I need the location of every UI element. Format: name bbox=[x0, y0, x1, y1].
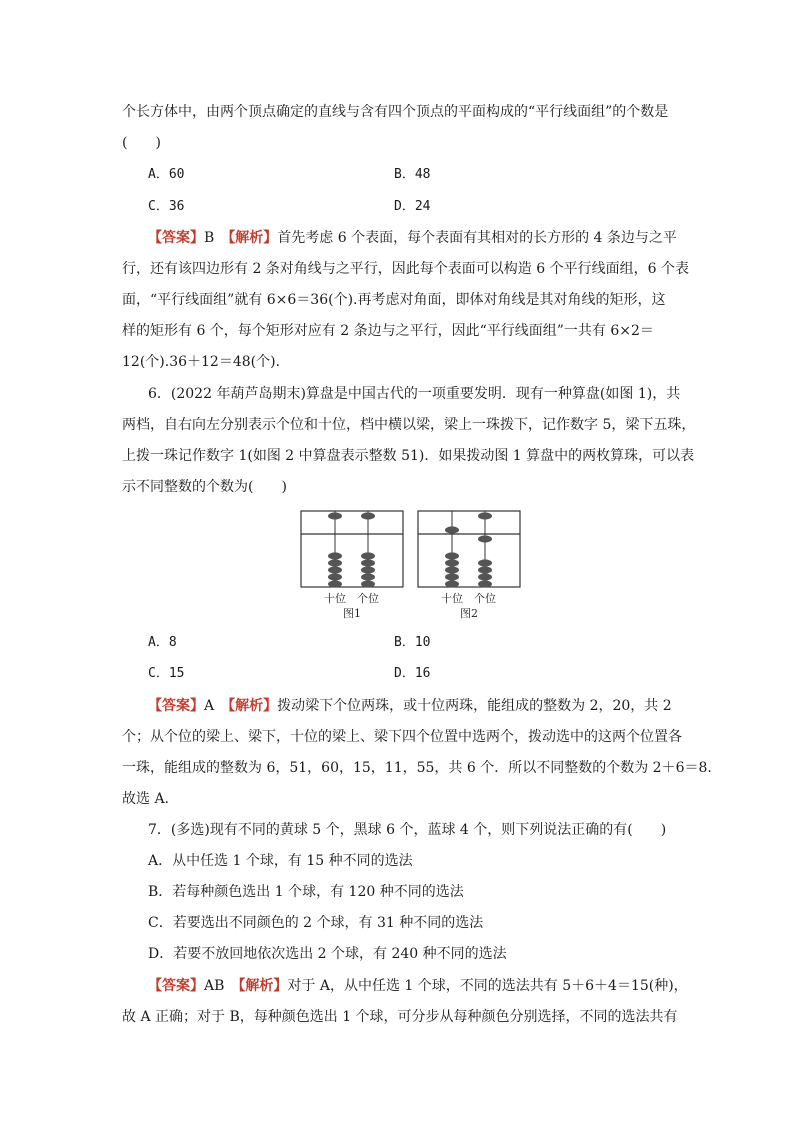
q7-option-b: B．若每种颜色选出 1 个球，有 120 种不同的选法 bbox=[148, 884, 464, 900]
q6-option-c: C．15 bbox=[148, 666, 185, 681]
fig1-caption: 图1 bbox=[343, 607, 361, 620]
q5-analysis-line3: 面，“平行线面组”就有 6×6＝36(个).再考虑对角面，即体对角线是其对角线的矩形，这 bbox=[122, 292, 666, 308]
analysis-tag: 【解析】 bbox=[228, 698, 278, 714]
abacus-figure-2 bbox=[417, 510, 521, 588]
q6-analysis-line1 bbox=[148, 696, 672, 716]
q6-stem-line2: 两档，自右向左分别表示个位和十位，档中横以梁，梁上一珠拨下，记作数字 5，梁下五珠， bbox=[122, 417, 696, 433]
answer-value: A bbox=[204, 698, 215, 714]
q6-analysis-line3: 一珠，能组成的整数为 6，51，60，15，11，55，共 6 个．所以不同整数的个数为 2＋6＝8. bbox=[122, 760, 712, 776]
fig1-label-tens: 十位 bbox=[324, 592, 346, 605]
q5-analysis-line4: 样的矩形有 6 个，每个矩形对应有 2 条边与之平行，因此“平行线面组”一共有 6×2＝ bbox=[122, 323, 654, 339]
analysis-tag: 【解析】 bbox=[228, 230, 278, 246]
analysis-tag: 【解析】 bbox=[238, 978, 288, 994]
q7-analysis-line1 bbox=[148, 976, 688, 996]
fig2-label-ones: 个位 bbox=[474, 592, 496, 605]
q6-analysis-line4: 故选 A. bbox=[122, 791, 170, 807]
q5-option-d: D．24 bbox=[394, 199, 431, 214]
q5-analysis-line5: 12(个).36＋12＝48(个). bbox=[122, 354, 281, 370]
answer-value: AB bbox=[204, 978, 225, 994]
answer-tag: 【答案】 bbox=[148, 978, 204, 994]
q5-analysis-line1 bbox=[148, 228, 677, 248]
q5-analysis-line2: 行，还有该四边形有 2 条对角线与之平行，因此每个表面可以构造 6 个平行线面组，6 个表 bbox=[122, 261, 689, 277]
q7-stem: 7．(多选)现有不同的黄球 5 个，黑球 6 个，蓝球 4 个，则下列说法正确的有( ) bbox=[148, 822, 667, 838]
q6-stem-line4: 示不同整数的个数为( ) bbox=[122, 479, 287, 495]
fig1-label-ones: 个位 bbox=[357, 592, 379, 605]
answer-tag: 【答案】 bbox=[148, 698, 204, 714]
q7-option-d: D．若要不放回地依次选出 2 个球，有 240 种不同的选法 bbox=[148, 946, 507, 962]
abacus-figure-1 bbox=[300, 510, 404, 588]
analysis-text: 对于 A，从中任选 1 个球，不同的选法共有 5＋6＋4＝15(种)， bbox=[287, 978, 688, 994]
q6-analysis-line2: 个；从个位的梁上、梁下，十位的梁上、梁下四个位置中选两个，拨动选中的这两个位置各 bbox=[122, 729, 682, 745]
q5-option-c: C．36 bbox=[148, 199, 185, 214]
q7-analysis-line2: 故 A 正确；对于 B，每种颜色选出 1 个球，可分步从每种颜色分别选择，不同的选法共有 bbox=[122, 1009, 678, 1025]
q6-stem-line1: 6．(2022 年葫芦岛期末)算盘是中国古代的一项重要发明．现有一种算盘(如图 1)，共 bbox=[148, 386, 681, 402]
q6-option-a: A．8 bbox=[148, 635, 177, 650]
q5-option-b: B．48 bbox=[394, 167, 431, 182]
q5-option-a: A．60 bbox=[148, 167, 185, 182]
answer-value: B bbox=[204, 230, 215, 246]
q7-option-a: A．从中任选 1 个球，有 15 种不同的选法 bbox=[148, 853, 413, 869]
fig2-caption: 图2 bbox=[460, 607, 478, 620]
q6-option-d: D．16 bbox=[394, 666, 431, 681]
fig2-label-tens: 十位 bbox=[441, 592, 463, 605]
q5-stem-line2: ( ) bbox=[122, 135, 161, 151]
q6-option-b: B．10 bbox=[394, 635, 431, 650]
q6-stem-line3: 上拨一珠记作数字 1(如图 2 中算盘表示整数 51)．如果拨动图 1 算盘中的两枚算珠，可以表 bbox=[122, 448, 695, 464]
analysis-text: 首先考虑 6 个表面，每个表面有其相对的长方形的 4 条边与之平 bbox=[277, 230, 677, 246]
q5-stem-line1: 个长方体中，由两个顶点确定的直线与含有四个顶点的平面构成的“平行线面组”的个数是 bbox=[122, 104, 669, 120]
answer-tag: 【答案】 bbox=[148, 230, 204, 246]
q7-option-c: C．若要选出不同颜色的 2 个球，有 31 种不同的选法 bbox=[148, 915, 484, 931]
analysis-text: 拨动梁下个位两珠，或十位两珠，能组成的整数为 2，20，共 2 bbox=[277, 698, 672, 714]
